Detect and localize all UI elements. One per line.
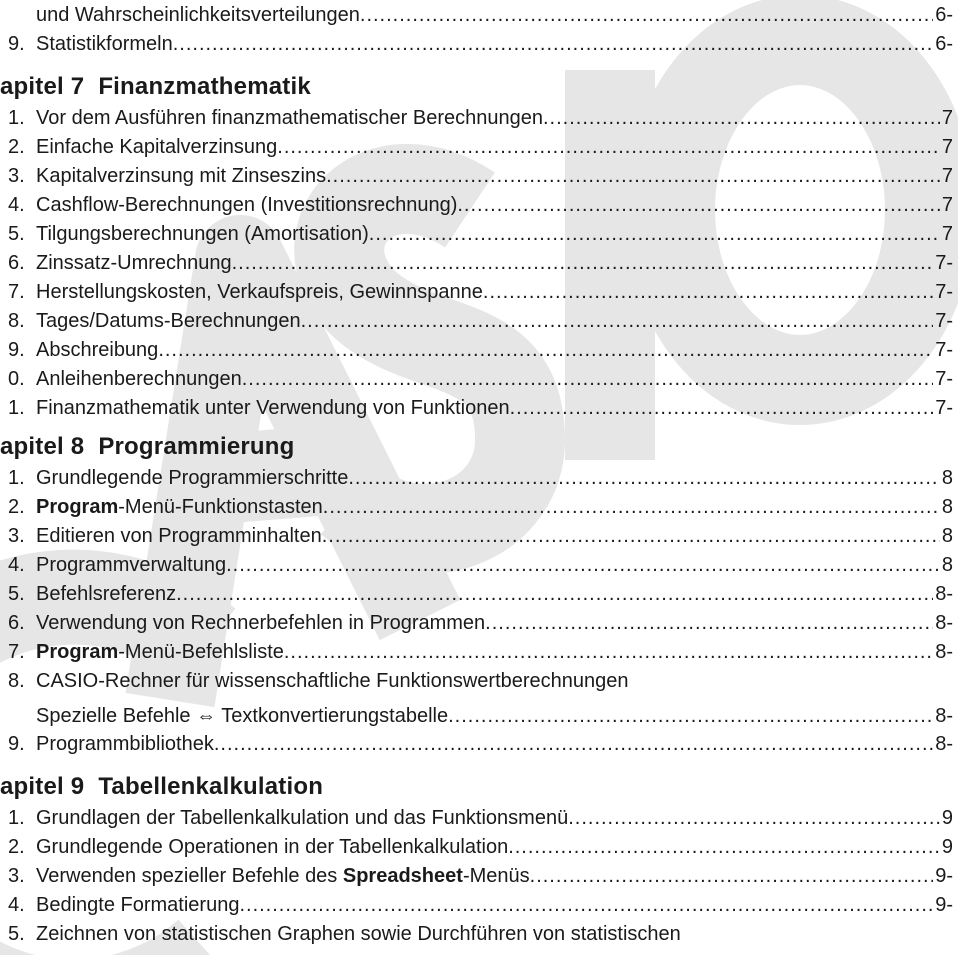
dot-leader <box>158 337 933 364</box>
toc-entry[interactable] <box>0 366 953 393</box>
entry-title: Tages/Datums-Berechnungen <box>36 310 301 332</box>
dot-leader <box>322 523 940 550</box>
entry-page: 8- <box>935 705 953 727</box>
entry-number: 3. <box>8 865 25 887</box>
toc-entry[interactable] <box>0 494 953 521</box>
entry-number: 1. <box>8 467 25 489</box>
entry-page: 9- <box>935 865 953 887</box>
entry-title: Statistikformeln <box>36 33 173 55</box>
entry-number: 5. <box>8 923 25 945</box>
toc-entry[interactable] <box>0 2 953 29</box>
entry-page: 7- <box>935 339 953 361</box>
entry-number: 1. <box>8 397 25 419</box>
entry-number: 7. <box>8 641 25 663</box>
dot-leader <box>242 366 933 393</box>
toc-entry[interactable] <box>0 805 953 832</box>
toc-entry[interactable] <box>0 863 953 890</box>
dot-leader <box>485 610 933 637</box>
toc-entry[interactable] <box>0 192 953 219</box>
entry-number: 4. <box>8 194 25 216</box>
entry-number: 3. <box>8 525 25 547</box>
entry-page: 7 <box>941 165 953 187</box>
dot-leader <box>326 163 940 190</box>
entry-title: Befehlsreferenz <box>36 583 177 605</box>
chapter-heading <box>0 433 294 461</box>
toc-entry[interactable] <box>0 337 953 364</box>
dot-leader <box>360 2 933 29</box>
entry-number: 2. <box>8 836 25 858</box>
entry-page: 9- <box>935 894 953 916</box>
entry-number: 2. <box>8 136 25 158</box>
entry-page: 8- <box>935 641 953 663</box>
entry-title: Finanzmathematik unter Verwendung von Funktionen <box>36 397 510 419</box>
toc-entry[interactable] <box>0 892 953 919</box>
dot-leader <box>448 703 933 730</box>
entry-number: 0. <box>8 368 25 390</box>
chapter-label: apitel 9 <box>0 773 85 800</box>
entry-number: 1. <box>8 807 25 829</box>
toc-entry[interactable] <box>0 105 953 132</box>
entry-number: 8. <box>8 310 25 332</box>
entry-title: Abschreibung <box>36 339 159 361</box>
chapter-heading <box>0 773 323 801</box>
entry-page: 9 <box>941 836 953 858</box>
entry-number: 7. <box>8 281 25 303</box>
toc-entry[interactable] <box>0 31 953 58</box>
entry-page: 7- <box>935 368 953 390</box>
dot-leader <box>173 31 933 58</box>
toc-entry[interactable] <box>0 308 953 335</box>
chapter-label: apitel 7 <box>0 73 85 100</box>
toc-entry[interactable] <box>0 610 953 637</box>
dot-leader <box>214 731 933 758</box>
entry-page: 7- <box>935 397 953 419</box>
entry-page: 8- <box>935 583 953 605</box>
entry-number: 9. <box>8 33 25 55</box>
entry-page: 8 <box>941 525 953 547</box>
chapter-title: Finanzmathematik <box>98 73 311 100</box>
entry-title: Program-Menü-Funktionstasten <box>36 496 323 518</box>
entry-number: 5. <box>8 223 25 245</box>
dot-leader <box>226 552 940 579</box>
entry-title: Grundlagen der Tabellenkalkulation und das Funktionsmenü <box>36 807 569 829</box>
dot-leader <box>530 863 934 890</box>
entry-title: Spezielle Befehle ⇔ Textkonvertierungstabelle <box>36 705 449 727</box>
entry-title: Editieren von Programminhalten <box>36 525 322 547</box>
toc-entry[interactable] <box>0 523 953 550</box>
entry-title: Programmverwaltung <box>36 554 227 576</box>
entry-title: CASIO-Rechner für wissenschaftliche Funktionswertberechnungen <box>36 670 629 692</box>
entry-title: Tilgungsberechnungen (Amortisation) <box>36 223 369 245</box>
dot-leader <box>457 192 940 219</box>
entry-number: 8. <box>8 670 25 692</box>
entry-page: 8 <box>941 554 953 576</box>
entry-number: 6. <box>8 252 25 274</box>
dot-leader <box>543 105 940 132</box>
toc-entry[interactable] <box>0 250 953 277</box>
entry-page: 9 <box>941 807 953 829</box>
dot-leader <box>239 892 933 919</box>
dot-leader <box>232 250 934 277</box>
entry-number: 4. <box>8 894 25 916</box>
toc-entry[interactable] <box>0 395 953 422</box>
toc-entry[interactable] <box>0 465 953 492</box>
entry-title: Grundlegende Programmierschritte <box>36 467 349 489</box>
entry-number: 6. <box>8 612 25 634</box>
toc-entry[interactable] <box>0 639 953 666</box>
entry-title: Grundlegende Operationen in der Tabellenkalkulation <box>36 836 509 858</box>
entry-page: 7 <box>941 194 953 216</box>
entry-page: 7- <box>935 252 953 274</box>
entry-page: 6- <box>935 4 953 26</box>
dot-leader <box>568 805 940 832</box>
chapter-title: Programmierung <box>98 433 295 460</box>
entry-title: Programmbibliothek <box>36 733 214 755</box>
entry-number: 9. <box>8 339 25 361</box>
entry-title: Zinssatz-Umrechnung <box>36 252 232 274</box>
toc-entry[interactable] <box>0 552 953 579</box>
toc-entry[interactable] <box>0 703 953 730</box>
entry-title: Cashflow-Berechnungen (Investitionsrechnung) <box>36 194 458 216</box>
toc-entry[interactable] <box>0 279 953 306</box>
dot-leader <box>301 308 934 335</box>
entry-page: 6- <box>935 33 953 55</box>
entry-page: 7 <box>941 223 953 245</box>
entry-number: 5. <box>8 583 25 605</box>
entry-number: 9. <box>8 733 25 755</box>
dot-leader <box>348 465 940 492</box>
toc-entry[interactable] <box>0 581 953 608</box>
entry-title: Vor dem Ausführen finanzmathematischer Berechnungen <box>36 107 543 129</box>
entry-page: 7- <box>935 310 953 332</box>
entry-title: Anleihenberechnungen <box>36 368 242 390</box>
dot-leader <box>284 639 933 666</box>
toc-entry[interactable] <box>0 834 953 861</box>
chapter-label: apitel 8 <box>0 433 85 460</box>
toc-entry[interactable] <box>0 163 953 190</box>
entry-page: 8 <box>941 496 953 518</box>
chapter-heading <box>0 73 311 101</box>
entry-title: Verwendung von Rechnerbefehlen in Programmen <box>36 612 486 634</box>
entry-title: Einfache Kapitalverzinsung <box>36 136 278 158</box>
dot-leader <box>176 581 933 608</box>
entry-title: Bedingte Formatierung <box>36 894 240 916</box>
entry-page: 7 <box>941 107 953 129</box>
entry-title: und Wahrscheinlichkeitsverteilungen <box>36 4 360 26</box>
entry-page: 7 <box>941 136 953 158</box>
entry-number: 1. <box>8 107 25 129</box>
dot-leader <box>483 279 933 306</box>
dot-leader <box>369 221 940 248</box>
entry-title: Kapitalverzinsung mit Zinseszins <box>36 165 327 187</box>
chapter-title: Tabellenkalkulation <box>98 773 324 800</box>
entry-title: Program-Menü-Befehlsliste <box>36 641 284 663</box>
toc-entry[interactable] <box>0 668 953 695</box>
entry-page: 7- <box>935 281 953 303</box>
entry-page: 8- <box>935 733 953 755</box>
dot-leader <box>508 834 940 861</box>
entry-number: 3. <box>8 165 25 187</box>
dot-leader <box>323 494 940 521</box>
toc-entry[interactable] <box>0 921 953 948</box>
entry-title: Herstellungskosten, Verkaufspreis, Gewinnspanne <box>36 281 483 303</box>
toc-entry[interactable] <box>0 134 953 161</box>
entry-page: 8- <box>935 612 953 634</box>
entry-number: 4. <box>8 554 25 576</box>
entry-title: Verwenden spezieller Befehle des Spreadsheet-Menüs <box>36 865 530 887</box>
dot-leader <box>277 134 940 161</box>
entry-number: 2. <box>8 496 25 518</box>
entry-page: 8 <box>941 467 953 489</box>
toc-entry[interactable] <box>0 731 953 758</box>
toc-entry[interactable] <box>0 221 953 248</box>
dot-leader <box>510 395 934 422</box>
entry-title: Zeichnen von statistischen Graphen sowie Durchführen von statistischen <box>36 923 681 945</box>
